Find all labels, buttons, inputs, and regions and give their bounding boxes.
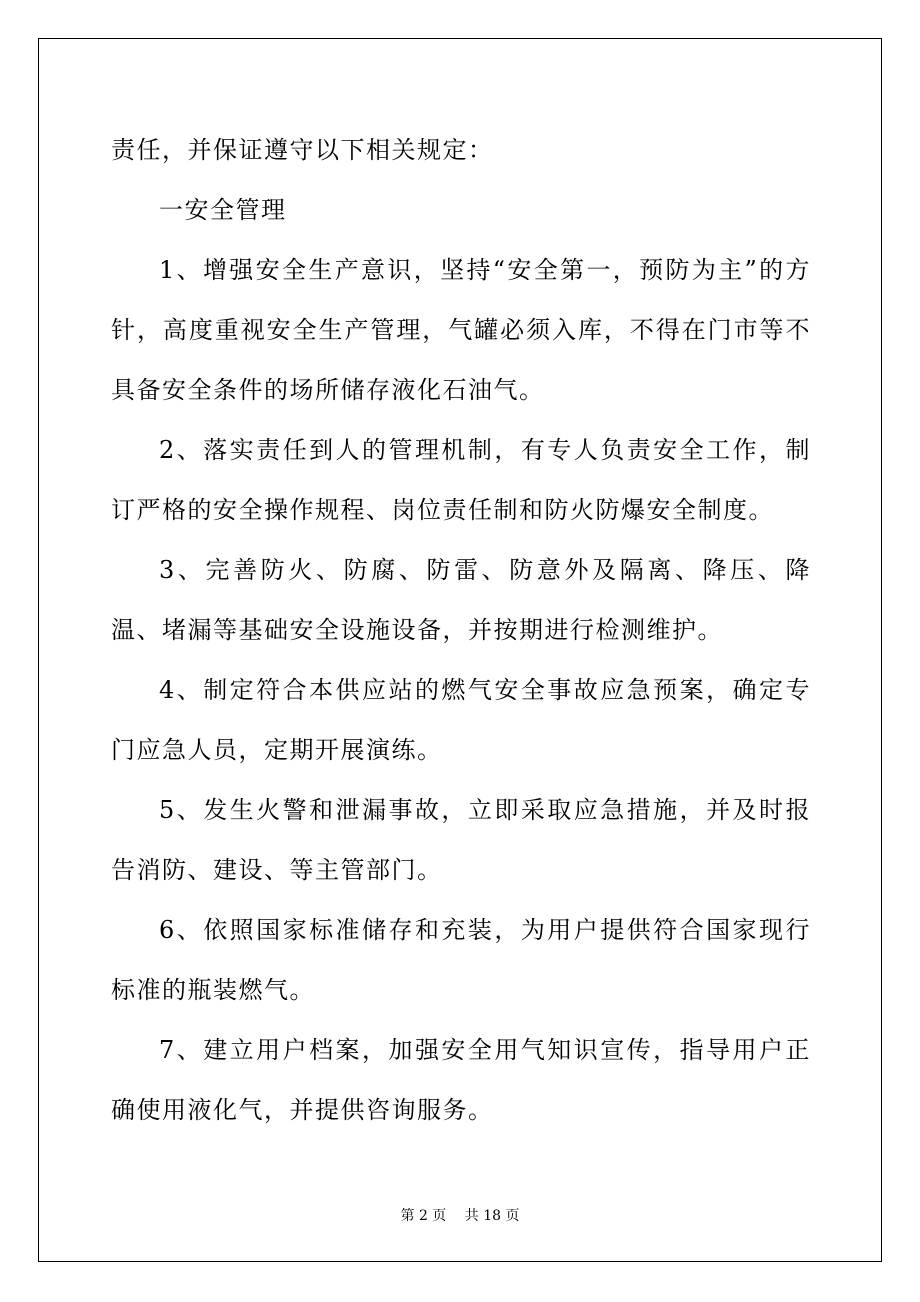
paragraph-item-6: 6、依照国家标准储存和充装，为用户提供符合国家现行标准的瓶装燃气。 <box>111 916 811 1004</box>
page-number-current: 第 2 页 <box>400 1208 447 1224</box>
document-body <box>111 120 811 1140</box>
paragraph-item-2: 2、落实责任到人的管理机制，有专人负责安全工作，制订严格的安全操作规程、岗位责任制和防火防爆安全制度。 <box>111 436 811 524</box>
paragraph-item-1: 1、增强安全生产意识，坚持“安全第一，预防为主”的方针，高度重视安全生产管理，气罐必须入库，不得在门市等不具备安全条件的场所储存液化石油气。 <box>111 256 811 404</box>
paragraph-item-3: 3、完善防火、防腐、防雷、防意外及隔离、降压、降温、堵漏等基础安全设施设备，并按期进行检测维护。 <box>111 556 811 644</box>
paragraph-item-4: 4、制定符合本供应站的燃气安全事故应急预案，确定专门应急人员，定期开展演练。 <box>111 676 811 764</box>
section-heading-safety-management: 一安全管理 <box>159 196 287 224</box>
page-number-total: 共 18 页 <box>464 1208 520 1224</box>
paragraph-item-5: 5、发生火警和泄漏事故，立即采取应急措施，并及时报告消防、建设、等主管部门。 <box>111 796 811 884</box>
paragraph-item-7: 7、建立用户档案，加强安全用气知识宣传，指导用户正确使用液化气，并提供咨询服务。 <box>111 1036 811 1124</box>
page-footer <box>0 1206 920 1226</box>
paragraph-intro: 责任，并保证遵守以下相关规定： <box>111 136 494 164</box>
